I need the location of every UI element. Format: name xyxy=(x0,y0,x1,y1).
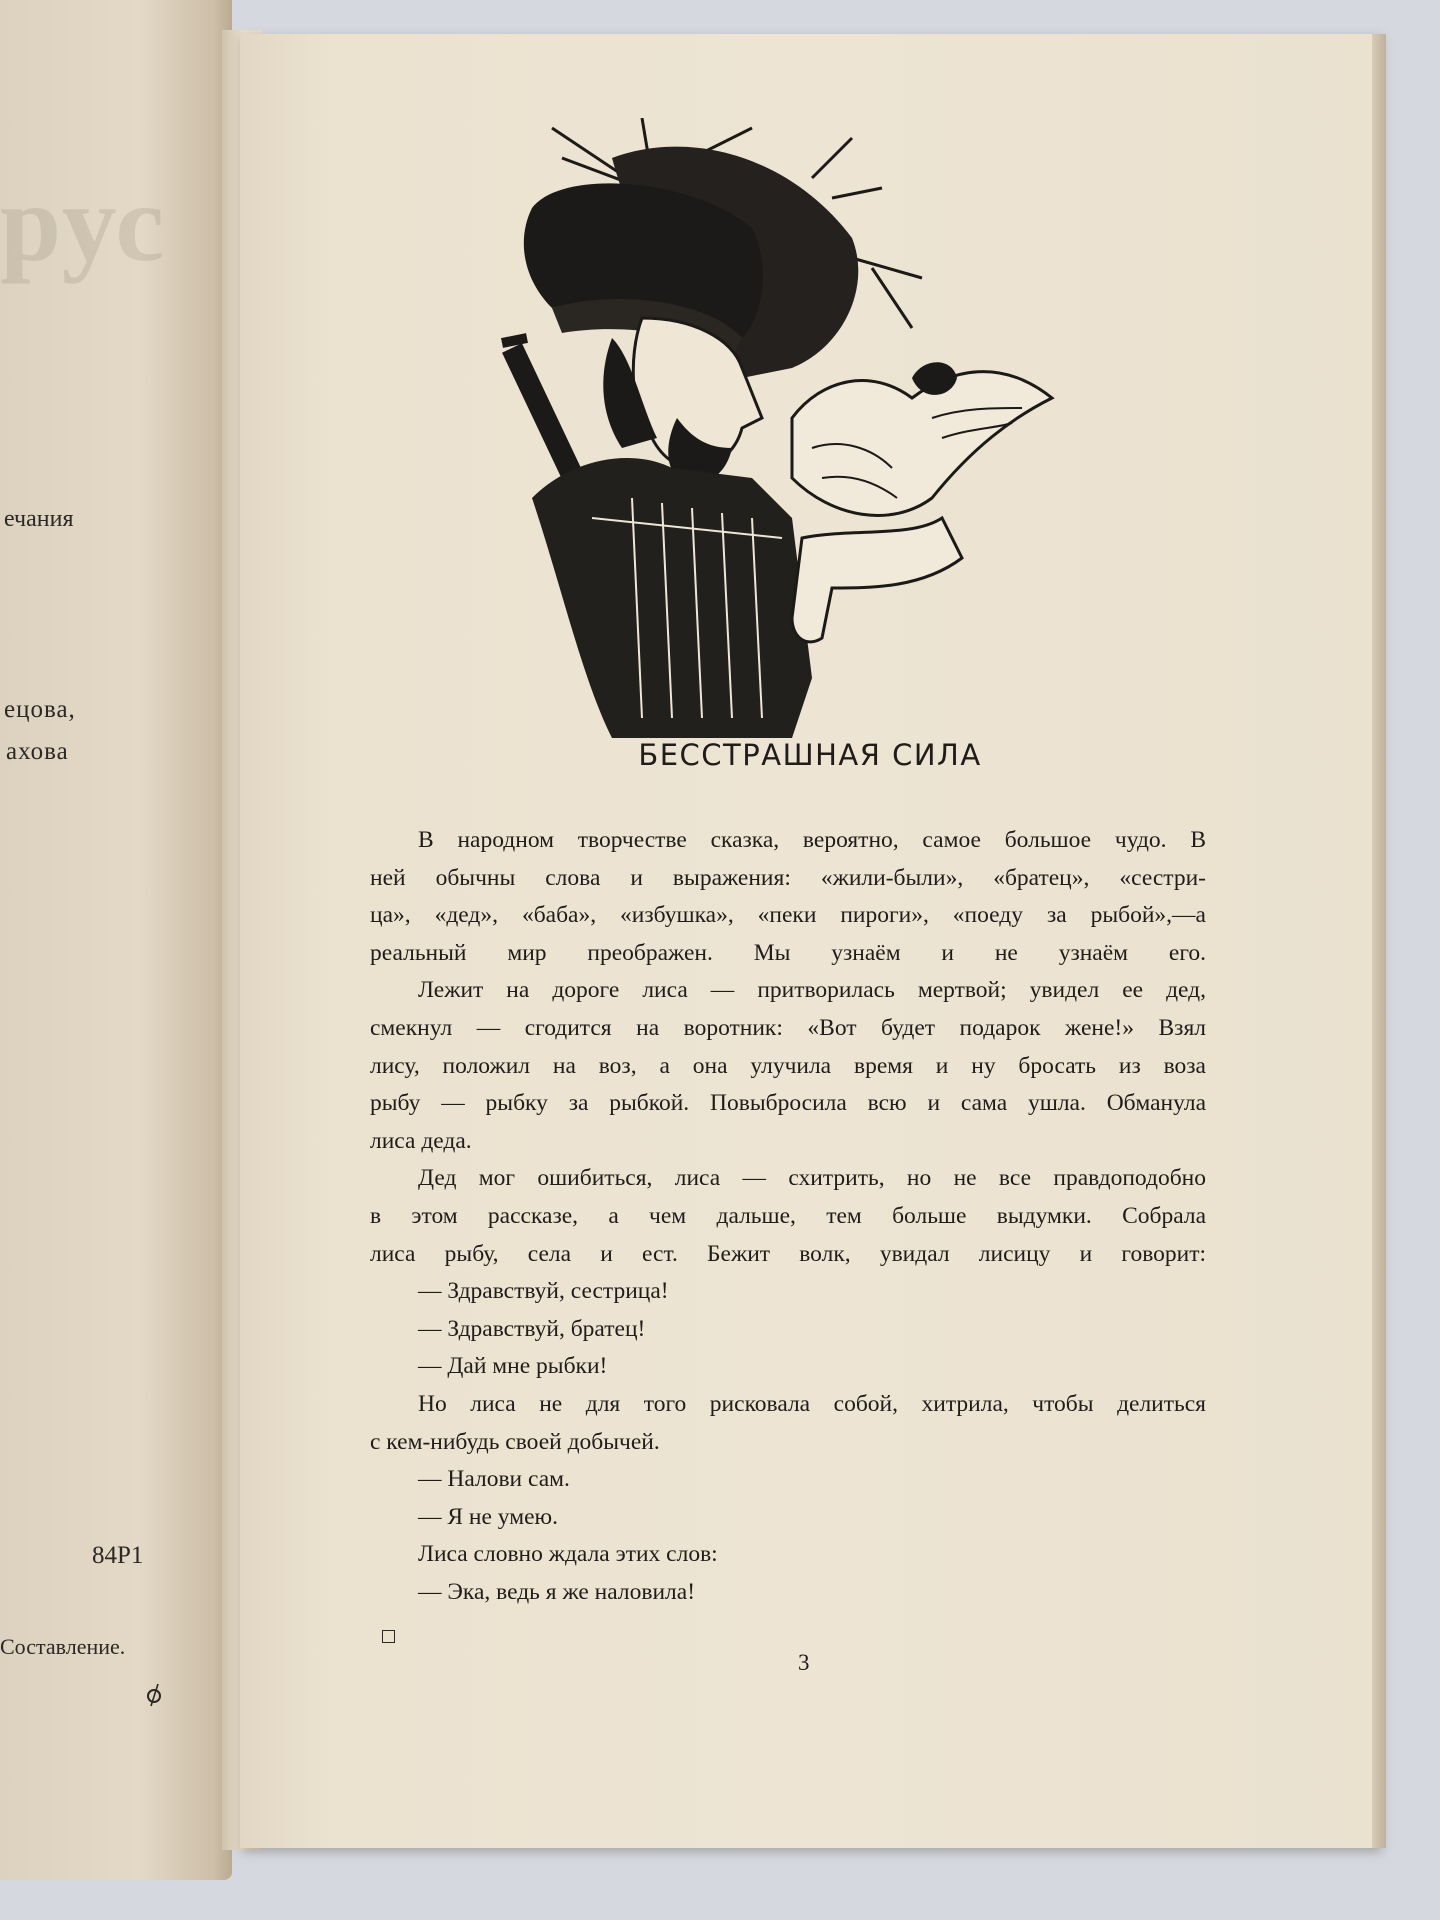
text-line: — Эка, ведь я же наловила! xyxy=(418,1578,696,1605)
text-line: лиса деда. xyxy=(370,1127,472,1154)
text-line: с кем-нибудь своей добычей. xyxy=(370,1428,660,1455)
text-line: — Налови сам. xyxy=(418,1466,570,1493)
text-line: В народном творчестве сказка, вероятно, самое большое чудо. В xyxy=(418,827,1206,853)
left-fragment-4: 84Р1 xyxy=(92,1542,144,1569)
page-edge xyxy=(1372,34,1386,1848)
left-fragment-5: Составление. xyxy=(0,1634,126,1659)
text-line: — Здравствуй, братец! xyxy=(418,1315,646,1342)
print-mark-box xyxy=(382,1630,395,1643)
text-line: лису, положил на воз, а она улучила время и ну бросать из воза xyxy=(370,1052,1206,1079)
bleed-through-ghost: рус xyxy=(0,162,167,284)
text-line: — Дай мне рыбки! xyxy=(418,1353,608,1380)
text-line: ца», «дед», «баба», «избушка», «пеки пироги», «поеду за рыбой»,—а xyxy=(370,902,1206,929)
page-number: 3 xyxy=(798,1650,810,1675)
left-fragment-2: ецова, xyxy=(4,696,76,723)
text-line: ней обычны слова и выражения: «жили-были», «братец», «сестри- xyxy=(370,864,1206,891)
chapter-title: БЕССТРАШНАЯ СИЛА xyxy=(638,738,982,772)
text-line: Но лиса не для того рисковала собой, хитрила, чтобы делиться xyxy=(418,1390,1206,1417)
text-line: — Здравствуй, сестрица! xyxy=(418,1278,669,1305)
copyright-mark-icon xyxy=(142,1680,166,1710)
text-line: реальный мир преображен. Мы узнаём и не узнаём его. xyxy=(370,939,1206,966)
text-line: Лиса словно ждала этих слов: xyxy=(418,1541,718,1568)
text-line: Дед мог ошибиться, лиса — схитрить, но не все правдоподобно xyxy=(418,1165,1206,1192)
left-page xyxy=(0,0,232,1880)
body-text xyxy=(370,822,1206,1611)
text-line: в этом рассказе, а чем дальше, тем больше выдумки. Собрала xyxy=(370,1202,1206,1229)
hunter-with-falcon-icon xyxy=(492,118,1112,738)
left-fragment-3: ахова xyxy=(6,738,69,765)
text-line: — Я не умею. xyxy=(418,1503,558,1530)
text-line: лиса рыбу, села и ест. Бежит волк, увидал лисицу и говорит: xyxy=(370,1240,1206,1267)
left-fragment-1: ечания xyxy=(4,506,74,532)
text-line: Лежит на дороге лиса — притворилась мертвой; увидел ее дед, xyxy=(418,977,1206,1004)
text-line: смекнул — сгодится на воротник: «Вот будет подарок жене!» Взял xyxy=(370,1014,1206,1041)
text-line: рыбу — рыбку за рыбкой. Повыбросила всю и сама ушла. Обманула xyxy=(370,1090,1206,1117)
